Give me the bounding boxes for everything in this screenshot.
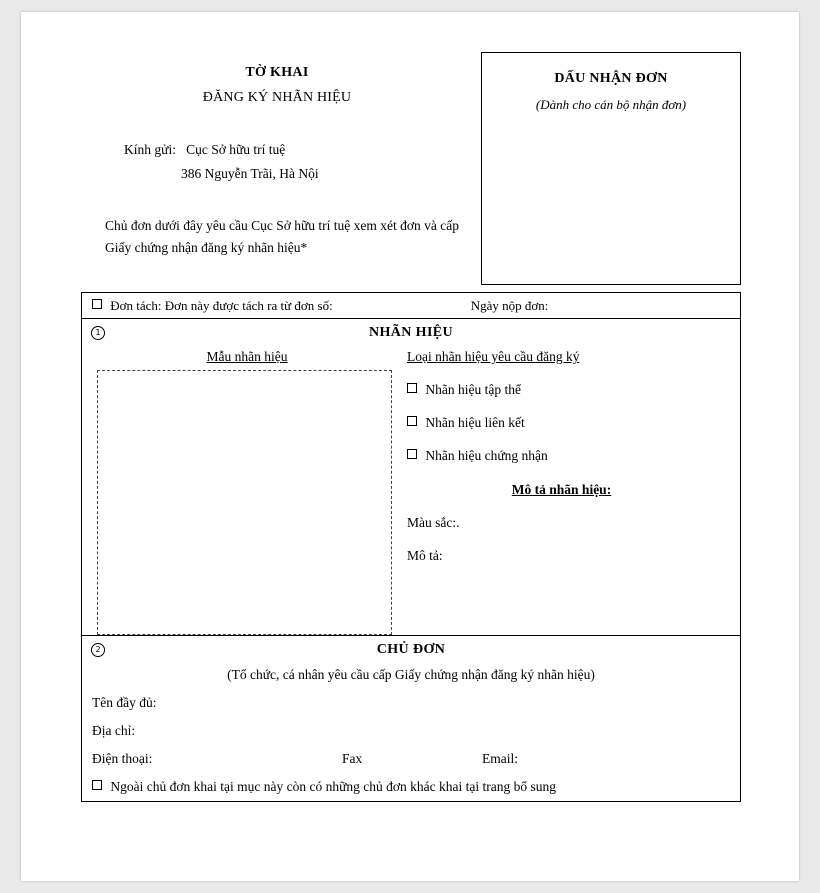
checkbox-icon[interactable] [407, 449, 417, 459]
applicant-fields [82, 695, 740, 767]
applicant-fax-field[interactable]: Fax [342, 751, 363, 766]
section-mark [81, 318, 741, 636]
header-left-block [81, 52, 473, 258]
document-page [21, 12, 799, 881]
divisional-application-bar [81, 292, 741, 318]
applicant-address-field[interactable]: Địa chỉ: [92, 723, 136, 738]
recipient-address: 386 Nguyễn Trãi, Hà Nội [181, 165, 319, 181]
receipt-stamp-note: (Dành cho cán bộ nhận đơn) [535, 97, 687, 112]
recipient-label: Kính gửi: [124, 142, 176, 157]
mark-type-option-label: Nhãn hiệu liên kết [425, 415, 525, 430]
checkbox-icon[interactable] [407, 383, 417, 393]
mark-type-label: Loại nhãn hiệu yêu cầu đăng ký [407, 349, 580, 364]
applicant-email-field[interactable]: Email: [482, 751, 518, 766]
divisional-checkbox-row[interactable] [92, 298, 333, 314]
recipient-name: Cục Sở hữu trí tuệ [186, 142, 286, 157]
section-number-badge: 1 [91, 326, 105, 340]
mark-color-field[interactable]: Màu sắc:. [407, 515, 460, 530]
applicant-phone-field[interactable]: Điện thoại: [92, 751, 153, 766]
mark-type-option[interactable] [407, 382, 740, 398]
checkbox-icon[interactable] [92, 780, 102, 790]
mark-type-column [402, 349, 740, 635]
page-subtitle: ĐĂNG KÝ NHÃN HIỆU [202, 90, 352, 105]
receipt-stamp-box [481, 52, 741, 285]
checkbox-icon[interactable] [92, 299, 102, 309]
mark-type-option[interactable] [407, 448, 740, 464]
recipient-line [81, 138, 473, 162]
mark-type-option-label: Nhãn hiệu chứng nhận [425, 448, 548, 463]
mark-description-title: Mô tả nhãn hiệu: [511, 482, 612, 497]
page-title: TỜ KHAI [245, 65, 309, 80]
section-applicant-subtitle: (Tổ chức, cá nhân yêu cầu cấp Giấy chứng nhận đăng ký nhãn hiệu) [227, 667, 595, 682]
specimen-column [82, 349, 402, 635]
request-statement: Chủ đơn dưới đây yêu cầu Cục Sở hữu trí tuệ xem xét đơn và cấp Giấy chứng nhận đăng ký nhãn hiệu* [105, 218, 459, 255]
specimen-image-box[interactable] [97, 370, 392, 635]
mark-type-option[interactable] [407, 415, 740, 431]
recipient-block [81, 138, 473, 185]
additional-applicants-label: Ngoài chủ đơn khai tại mục này còn có những chủ đơn khác khai tại trang bổ sung [110, 779, 556, 794]
specimen-label: Mẫu nhãn hiệu [206, 349, 288, 364]
section-number-badge: 2 [91, 643, 105, 657]
divisional-label: Đơn tách: Đơn này được tách ra từ đơn số: [110, 297, 333, 313]
mark-description-field[interactable]: Mô tả: [407, 548, 443, 563]
form-sheet [81, 52, 741, 802]
section-applicant-title: CHỦ ĐƠN [376, 642, 446, 657]
section-mark-title: NHÃN HIỆU [368, 325, 454, 340]
applicant-name-field[interactable]: Tên đầy đủ: [92, 695, 157, 710]
section-mark-body [82, 349, 740, 635]
filing-date-label: Ngày nộp đơn: [470, 297, 549, 313]
checkbox-icon[interactable] [407, 416, 417, 426]
additional-applicants-row[interactable] [82, 779, 740, 795]
form-header [81, 52, 741, 292]
section-applicant [81, 636, 741, 802]
applicant-contact-row [92, 751, 740, 767]
receipt-stamp-title: DẤU NHẬN ĐƠN [554, 71, 668, 86]
mark-type-option-label: Nhãn hiệu tập thể [425, 382, 521, 397]
